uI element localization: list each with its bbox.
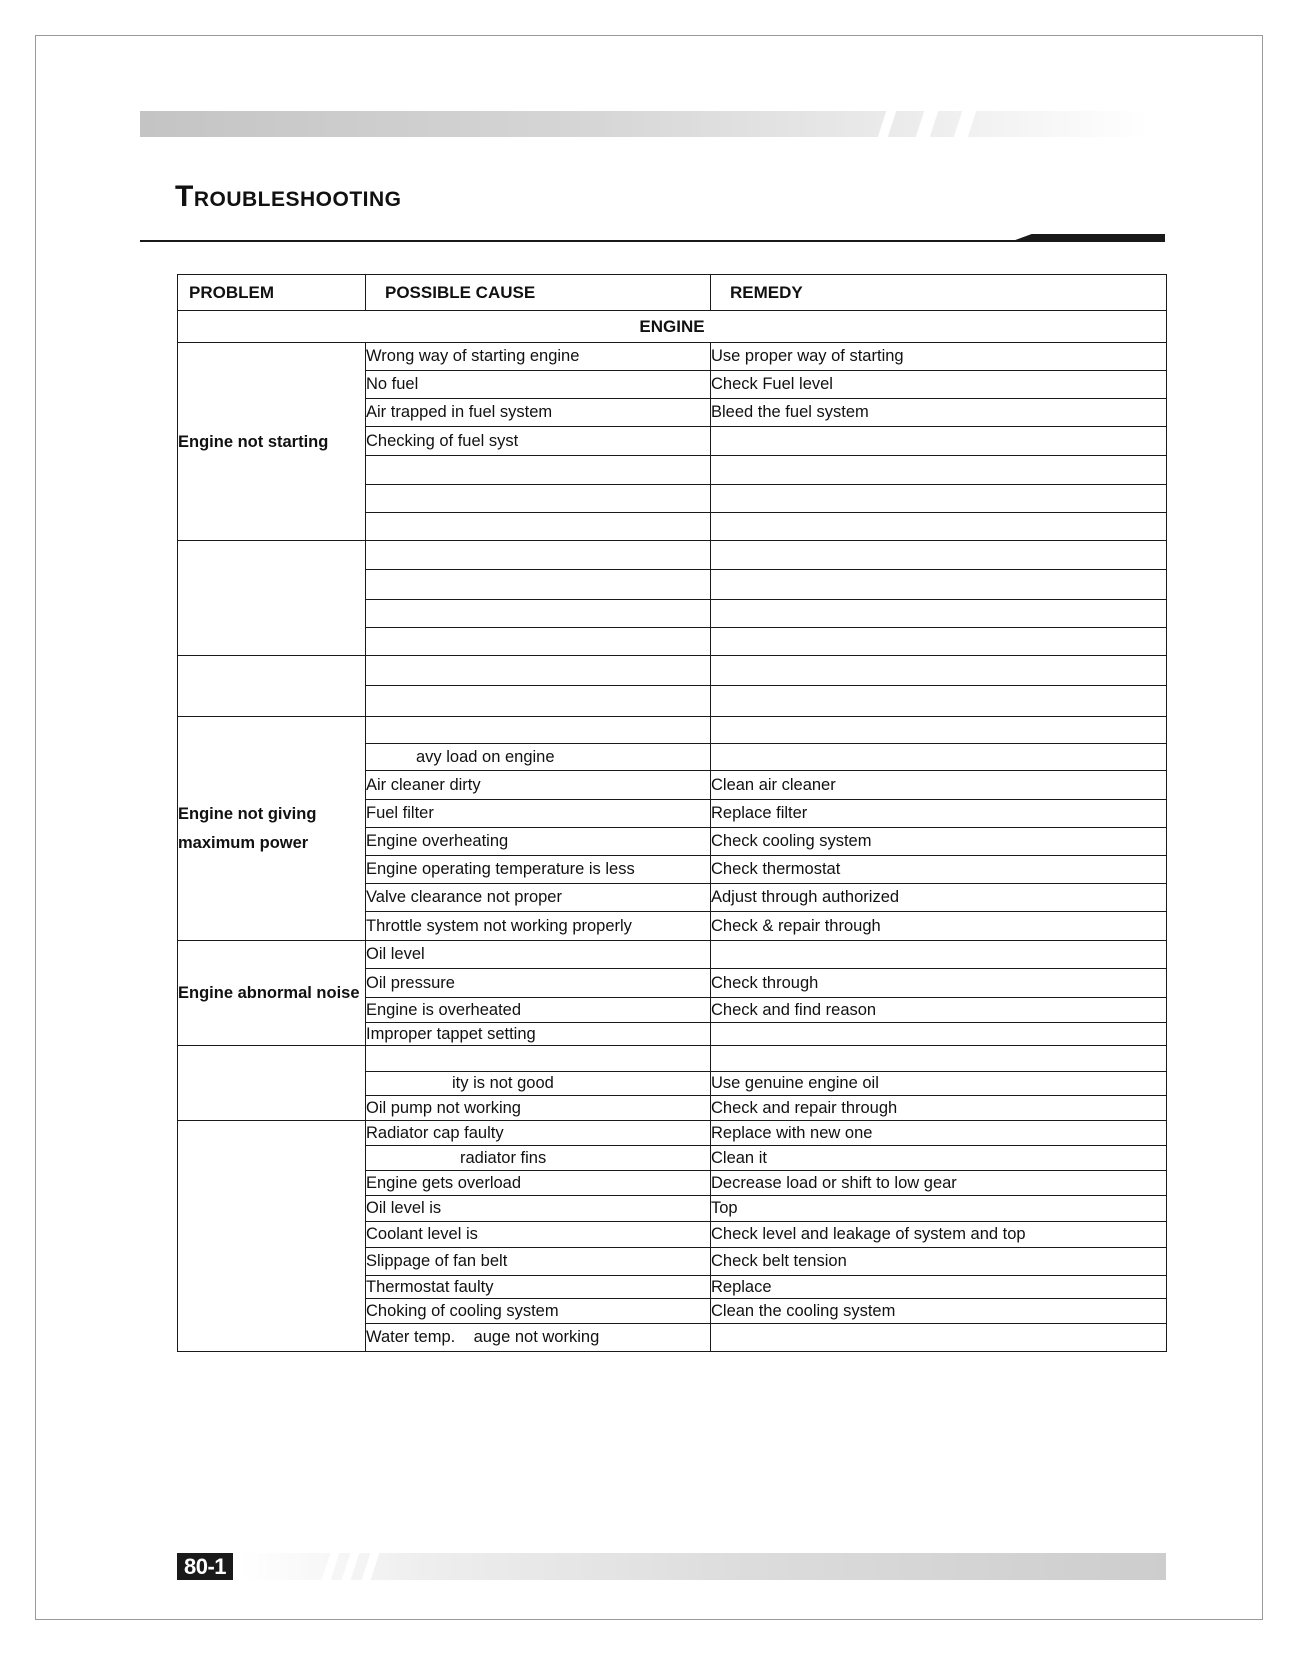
cause-cell: [366, 686, 711, 717]
remedy-cell: Check level and leakage of system and top: [711, 1222, 1167, 1248]
remedy-cell: [711, 686, 1167, 717]
remedy-cell: Use proper way of starting: [711, 343, 1167, 371]
remedy-cell: Check and find reason: [711, 998, 1167, 1023]
remedy-cell: Clean air cleaner: [711, 771, 1167, 800]
header-decorative-band: [140, 111, 1150, 137]
cause-cell: Improper tappet setting: [366, 1023, 711, 1046]
cause-cell: Water temp. auge not working: [366, 1324, 711, 1352]
cause-cell: Engine operating temperature is less: [366, 856, 711, 884]
remedy-cell: [711, 628, 1167, 656]
remedy-cell: [711, 485, 1167, 513]
remedy-cell: Replace: [711, 1276, 1167, 1299]
cause-cell: [366, 513, 711, 541]
cause-cell: Coolant level is: [366, 1222, 711, 1248]
problem-cell: Engine not starting: [178, 343, 366, 541]
problem-cell: [178, 1046, 366, 1121]
table-row: [178, 1046, 1167, 1072]
table-row: [178, 941, 1167, 969]
remedy-cell: [711, 600, 1167, 628]
cause-cell: [366, 600, 711, 628]
header-possible-cause: POSSIBLE CAUSE: [366, 275, 711, 311]
table-row: [178, 717, 1167, 744]
cause-cell: avy load on engine: [366, 744, 711, 771]
remedy-cell: [711, 1324, 1167, 1352]
table-row: [178, 1121, 1167, 1146]
cause-cell: Oil level is: [366, 1196, 711, 1222]
section-row: [178, 311, 1167, 343]
remedy-cell: Check through: [711, 969, 1167, 998]
remedy-cell: Clean the cooling system: [711, 1299, 1167, 1324]
remedy-cell: Bleed the fuel system: [711, 399, 1167, 427]
cause-cell: [366, 570, 711, 600]
page-number: 80-1: [177, 1553, 233, 1580]
header-row: [178, 275, 1167, 311]
cause-cell: Oil pump not working: [366, 1096, 711, 1121]
remedy-cell: [711, 941, 1167, 969]
cause-cell: Engine overheating: [366, 828, 711, 856]
footer-decorative-band: [240, 1553, 1166, 1580]
remedy-cell: [711, 656, 1167, 686]
cause-cell: No fuel: [366, 371, 711, 399]
remedy-cell: Check and repair through: [711, 1096, 1167, 1121]
table-row: [178, 656, 1167, 686]
cause-cell: [366, 656, 711, 686]
page-title: Troubleshooting: [175, 180, 402, 213]
remedy-cell: Replace filter: [711, 800, 1167, 828]
problem-cell: Engine abnormal noise: [178, 941, 366, 1046]
cause-cell: ity is not good: [366, 1072, 711, 1096]
remedy-cell: [711, 744, 1167, 771]
remedy-cell: Check Fuel level: [711, 371, 1167, 399]
remedy-cell: Use genuine engine oil: [711, 1072, 1167, 1096]
cause-cell: Fuel filter: [366, 800, 711, 828]
cause-cell: [366, 541, 711, 570]
section-title: ENGINE: [178, 311, 1167, 343]
remedy-cell: [711, 717, 1167, 744]
header-problem: PROBLEM: [178, 275, 366, 311]
remedy-cell: Check & repair through: [711, 912, 1167, 941]
remedy-cell: Check cooling system: [711, 828, 1167, 856]
remedy-cell: [711, 456, 1167, 485]
cause-cell: [366, 1046, 711, 1072]
problem-cell: [178, 656, 366, 717]
cause-cell: Radiator cap faulty: [366, 1121, 711, 1146]
cause-cell: [366, 717, 711, 744]
table-row: [178, 343, 1167, 371]
problem-cell: [178, 1121, 366, 1352]
cause-cell: Wrong way of starting engine: [366, 343, 711, 371]
remedy-cell: Replace with new one: [711, 1121, 1167, 1146]
cause-cell: Checking of fuel syst: [366, 427, 711, 456]
cause-cell: Valve clearance not proper: [366, 884, 711, 912]
problem-cell: Engine not giving maximum power: [178, 717, 366, 941]
table-row: [178, 541, 1167, 570]
remedy-cell: Top: [711, 1196, 1167, 1222]
remedy-cell: [711, 541, 1167, 570]
cause-cell: Oil level: [366, 941, 711, 969]
header-remedy: REMEDY: [711, 275, 1167, 311]
cause-cell: Air cleaner dirty: [366, 771, 711, 800]
cause-cell: Engine gets overload: [366, 1171, 711, 1196]
remedy-cell: Check belt tension: [711, 1248, 1167, 1276]
remedy-cell: Adjust through authorized: [711, 884, 1167, 912]
troubleshooting-table: [177, 274, 1167, 1352]
remedy-cell: Decrease load or shift to low gear: [711, 1171, 1167, 1196]
remedy-cell: [711, 513, 1167, 541]
cause-cell: Thermostat faulty: [366, 1276, 711, 1299]
cause-cell: [366, 456, 711, 485]
remedy-cell: Clean it: [711, 1146, 1167, 1171]
cause-cell: Engine is overheated: [366, 998, 711, 1023]
remedy-cell: [711, 1023, 1167, 1046]
remedy-cell: [711, 570, 1167, 600]
cause-cell: Slippage of fan belt: [366, 1248, 711, 1276]
cause-cell: [366, 485, 711, 513]
cause-cell: Choking of cooling system: [366, 1299, 711, 1324]
remedy-cell: [711, 1046, 1167, 1072]
cause-cell: radiator fins: [366, 1146, 711, 1171]
remedy-cell: [711, 427, 1167, 456]
cause-cell: [366, 628, 711, 656]
title-underline-tab: [1010, 234, 1165, 242]
cause-cell: Oil pressure: [366, 969, 711, 998]
cause-cell: Air trapped in fuel system: [366, 399, 711, 427]
remedy-cell: Check thermostat: [711, 856, 1167, 884]
problem-cell: [178, 541, 366, 656]
cause-cell: Throttle system not working properly: [366, 912, 711, 941]
